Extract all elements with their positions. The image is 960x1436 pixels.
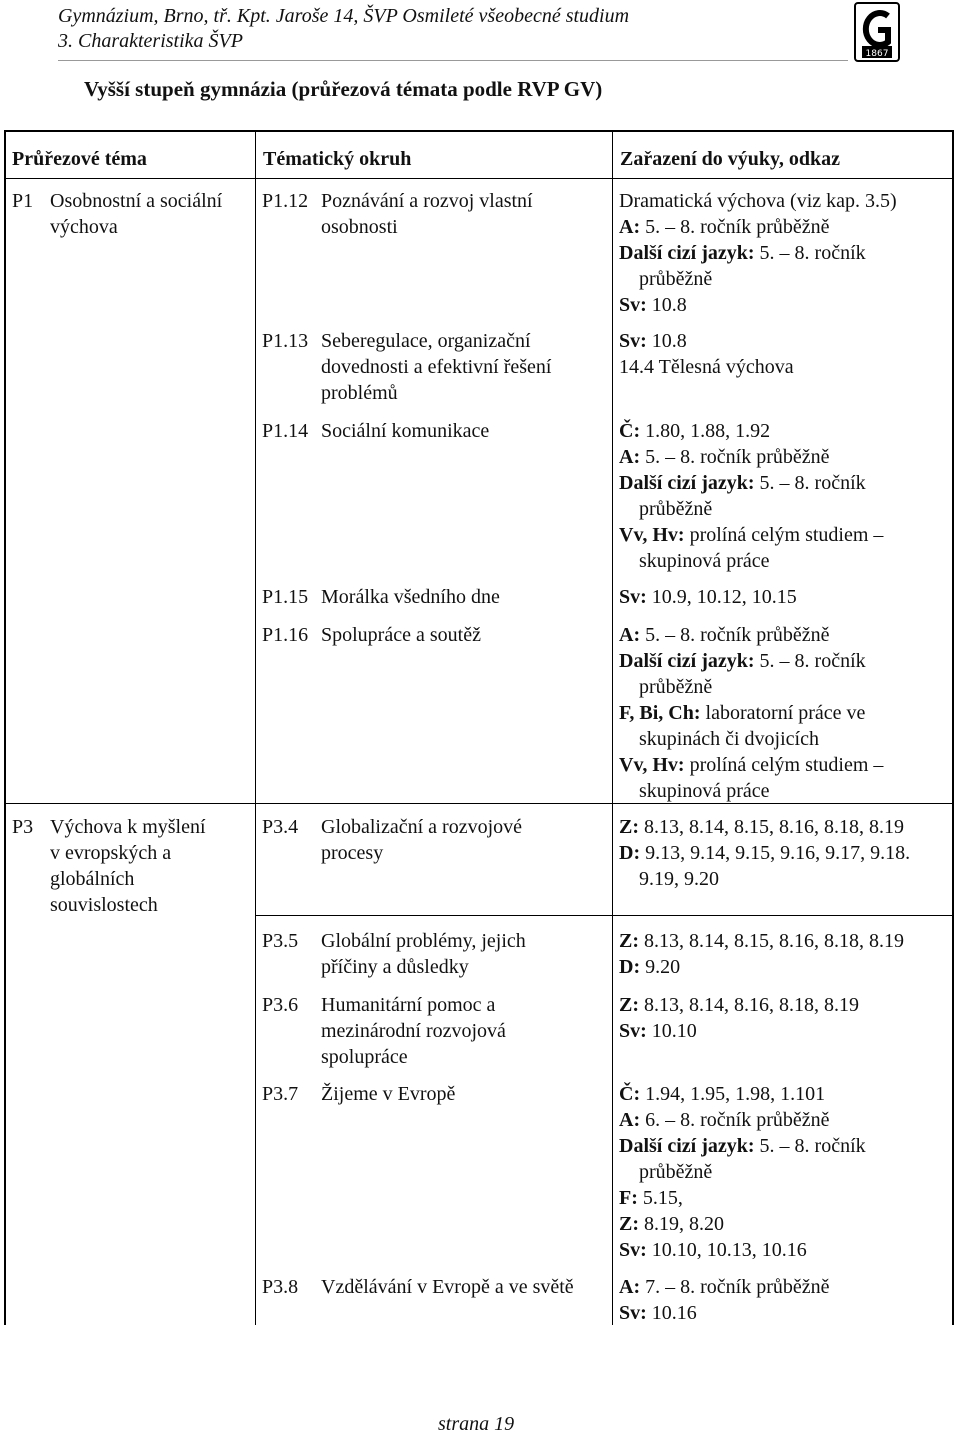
- topic-name-line: Vzdělávání v Evropě a ve světě: [321, 1276, 574, 1298]
- school-logo: [854, 2, 900, 62]
- subject-code: F:: [619, 1187, 638, 1209]
- reference-line: [619, 954, 904, 980]
- reference-line: [619, 1107, 866, 1133]
- topic-name-line: dovednosti a efektivní řešení: [321, 356, 552, 378]
- subject-code: Z:: [619, 930, 639, 952]
- topic-name-line: Sociální komunikace: [321, 420, 490, 442]
- topic-name: [321, 1081, 455, 1107]
- reference-line: [619, 548, 883, 574]
- reference-text: 5. – 8. ročník: [754, 242, 866, 264]
- page-number: strana 19: [438, 1413, 515, 1435]
- reference-text: 10.10, 10.13, 10.16: [646, 1239, 807, 1261]
- reference-text: skupinová práce: [639, 780, 770, 802]
- subject-code: Sv:: [619, 294, 647, 316]
- reference-line: [619, 266, 897, 292]
- topic-name-line: Humanitární pomoc a: [321, 994, 496, 1016]
- reference-text: 5. – 8. ročník průběžně: [640, 216, 830, 238]
- subject-code: Další cizí jazyk:: [619, 1135, 755, 1157]
- column-divider: [612, 130, 613, 1325]
- reference-line: [619, 726, 883, 752]
- reference-text: 10.9, 10.12, 10.15: [646, 586, 797, 608]
- reference-text: prolíná celým studiem –: [684, 754, 884, 776]
- reference-text: 10.8: [646, 294, 687, 316]
- logo-year: 1867: [865, 49, 889, 59]
- reference-line: [619, 1081, 866, 1107]
- reference-text: laboratorní práce ve: [700, 702, 866, 724]
- topic-name: [321, 328, 552, 406]
- theme-name-line: globálních: [50, 868, 135, 890]
- subrow-divider: [255, 915, 612, 916]
- theme-name-line: výchova: [50, 216, 118, 238]
- theme-name-line: Výchova k myšlení: [50, 816, 206, 838]
- theme-name-line: v evropských a: [50, 842, 172, 864]
- reference-line: [619, 622, 883, 648]
- reference-line: [619, 928, 904, 954]
- reference-line: [619, 1211, 866, 1237]
- reference-text: 8.13, 8.14, 8.15, 8.16, 8.18, 8.19: [639, 816, 904, 838]
- header-rule: [58, 60, 848, 61]
- reference-cell: [619, 188, 897, 318]
- header-line-2: 3. Charakteristika ŠVP: [58, 30, 243, 52]
- topic-name-line: mezinárodní rozvojová: [321, 1020, 506, 1042]
- reference-text: 10.8: [646, 330, 687, 352]
- topic-name-line: Spolupráce a soutěž: [321, 624, 481, 646]
- header-line-1: Gymnázium, Brno, tř. Kpt. Jaroše 14, ŠVP Osmileté všeobecné studium: [58, 5, 630, 27]
- topic-name-line: problémů: [321, 382, 398, 404]
- topic-name-line: Poznávání a rozvoj vlastní: [321, 190, 533, 212]
- subject-code: A:: [619, 216, 641, 238]
- reference-text: průběžně: [639, 268, 713, 290]
- reference-line: [619, 752, 883, 778]
- topic-code: P1.14: [262, 420, 309, 442]
- topic-code: P3.6: [262, 994, 299, 1016]
- reference-text: 5. – 8. ročník průběžně: [640, 624, 830, 646]
- reference-cell: [619, 622, 883, 804]
- topic-name: [321, 928, 526, 980]
- topic-name-line: osobnosti: [321, 216, 398, 238]
- reference-text: 8.13, 8.14, 8.15, 8.16, 8.18, 8.19: [639, 930, 904, 952]
- reference-text: 1.94, 1.95, 1.98, 1.101: [640, 1083, 826, 1105]
- reference-line: [619, 214, 897, 240]
- subject-code: Další cizí jazyk:: [619, 242, 755, 264]
- reference-line: [619, 522, 883, 548]
- subject-code: D:: [619, 842, 641, 864]
- reference-line: [619, 814, 910, 840]
- subject-code: Sv:: [619, 330, 647, 352]
- topic-name: [321, 992, 506, 1070]
- reference-text: 1.80, 1.88, 1.92: [640, 420, 771, 442]
- theme-name-line: Osobnostní a sociální: [50, 190, 223, 212]
- reference-line: [619, 470, 883, 496]
- subject-code: Další cizí jazyk:: [619, 472, 755, 494]
- reference-line: [619, 866, 910, 892]
- reference-cell: [619, 584, 797, 610]
- subject-code: A:: [619, 1276, 641, 1298]
- reference-text: průběžně: [639, 498, 713, 520]
- col-header-topic: Tématický okruh: [263, 148, 412, 170]
- reference-line: [619, 1018, 859, 1044]
- topic-code: P3.4: [262, 816, 299, 838]
- theme-name-line: souvislostech: [50, 894, 158, 916]
- reference-line: [619, 584, 797, 610]
- reference-cell: [619, 328, 794, 380]
- theme-name: [50, 814, 206, 918]
- subject-code: Vv, Hv:: [619, 754, 685, 776]
- topic-code: P1.13: [262, 330, 309, 352]
- subject-code: Č:: [619, 1083, 641, 1105]
- topic-name: [321, 814, 522, 866]
- subject-code: Č:: [619, 420, 641, 442]
- col-header-theme: Průřezové téma: [12, 148, 147, 170]
- reference-text: 5. – 8. ročník průběžně: [640, 446, 830, 468]
- col-header-reference: Zařazení do výuky, odkaz: [620, 148, 841, 170]
- section-title: Vyšší stupeň gymnázia (průřezová témata podle RVP GV): [84, 77, 603, 101]
- reference-text: 9.20: [640, 956, 681, 978]
- topic-name: [321, 622, 481, 648]
- reference-text: 7. – 8. ročník průběžně: [640, 1276, 830, 1298]
- subject-code: F, Bi, Ch:: [619, 702, 701, 724]
- reference-line: [619, 648, 883, 674]
- subject-code: Sv:: [619, 586, 647, 608]
- header-row-divider: [4, 178, 954, 179]
- subject-code: Sv:: [619, 1020, 647, 1042]
- reference-cell: [619, 992, 859, 1044]
- reference-line: [619, 444, 883, 470]
- topic-name-line: Globální problémy, jejich: [321, 930, 526, 952]
- reference-text: skupinová práce: [639, 550, 770, 572]
- reference-line: [619, 840, 910, 866]
- reference-line: [619, 188, 897, 214]
- reference-text: 10.16: [646, 1302, 697, 1324]
- topic-name: [321, 418, 489, 444]
- theme-name: [50, 188, 222, 240]
- theme-code: P3: [12, 816, 34, 838]
- column-divider: [255, 130, 256, 1325]
- reference-cell: [619, 928, 904, 980]
- topic-name-line: Žijeme v Evropě: [321, 1083, 456, 1105]
- topic-code: P3.8: [262, 1276, 299, 1298]
- reference-text: 5.15,: [637, 1187, 683, 1209]
- reference-line: [619, 354, 794, 380]
- topic-code: P3.5: [262, 930, 299, 952]
- reference-line: [619, 700, 883, 726]
- topic-name-line: příčiny a důsledky: [321, 956, 469, 978]
- reference-text: průběžně: [639, 676, 713, 698]
- reference-text: 8.13, 8.14, 8.16, 8.18, 8.19: [639, 994, 859, 1016]
- reference-text: 5. – 8. ročník: [754, 650, 866, 672]
- subject-code: A:: [619, 446, 641, 468]
- subject-code: Sv:: [619, 1239, 647, 1261]
- reference-text: průběžně: [639, 1161, 713, 1183]
- reference-line: [619, 1300, 830, 1326]
- topic-code: P1.12: [262, 190, 309, 212]
- subject-code: Z:: [619, 1213, 639, 1235]
- reference-text: 10.10: [646, 1020, 697, 1042]
- reference-text: 6. – 8. ročník průběžně: [640, 1109, 830, 1131]
- reference-text: 5. – 8. ročník: [754, 472, 866, 494]
- reference-cell: [619, 1274, 830, 1326]
- topic-name-line: Morálka všedního dne: [321, 586, 500, 608]
- page-header: [58, 4, 629, 54]
- topic-name-line: spolupráce: [321, 1046, 408, 1068]
- reference-line: [619, 1159, 866, 1185]
- reference-line: [619, 778, 883, 804]
- topic-name: [321, 188, 533, 240]
- reference-line: [619, 992, 859, 1018]
- topic-code: P3.7: [262, 1083, 299, 1105]
- topic-name-line: procesy: [321, 842, 384, 864]
- topic-name: [321, 584, 500, 610]
- subject-code: Vv, Hv:: [619, 524, 685, 546]
- topic-code: P1.15: [262, 586, 309, 608]
- reference-text: 14.4 Tělesná výchova: [619, 356, 794, 378]
- subject-code: Sv:: [619, 1302, 647, 1324]
- reference-line: [619, 328, 794, 354]
- reference-line: [619, 1237, 866, 1263]
- reference-text: prolíná celým studiem –: [684, 524, 884, 546]
- subject-code: Z:: [619, 994, 639, 1016]
- reference-cell: [619, 814, 910, 892]
- topic-name: [321, 1274, 574, 1300]
- reference-line: [619, 418, 883, 444]
- reference-line: [619, 240, 897, 266]
- subject-code: D:: [619, 956, 641, 978]
- subrow-divider: [612, 915, 954, 916]
- subject-code: Další cizí jazyk:: [619, 650, 755, 672]
- reference-text: 8.19, 8.20: [639, 1213, 724, 1235]
- topic-code: P1.16: [262, 624, 309, 646]
- topic-name-line: Globalizační a rozvojové: [321, 816, 523, 838]
- reference-cell: [619, 1081, 866, 1263]
- reference-text: Dramatická výchova (viz kap. 3.5): [619, 190, 897, 212]
- reference-text: 5. – 8. ročník: [754, 1135, 866, 1157]
- subject-code: A:: [619, 1109, 641, 1131]
- subject-code: Z:: [619, 816, 639, 838]
- reference-line: [619, 1133, 866, 1159]
- reference-line: [619, 496, 883, 522]
- reference-line: [619, 674, 883, 700]
- topic-name-line: Seberegulace, organizační: [321, 330, 531, 352]
- reference-text: skupinách či dvojicích: [639, 728, 819, 750]
- reference-text: 9.19, 9.20: [639, 868, 719, 890]
- theme-code: P1: [12, 190, 34, 212]
- reference-cell: [619, 418, 883, 574]
- reference-text: 9.13, 9.14, 9.15, 9.16, 9.17, 9.18.: [640, 842, 911, 864]
- reference-line: [619, 292, 897, 318]
- reference-line: [619, 1185, 866, 1211]
- reference-line: [619, 1274, 830, 1300]
- subject-code: A:: [619, 624, 641, 646]
